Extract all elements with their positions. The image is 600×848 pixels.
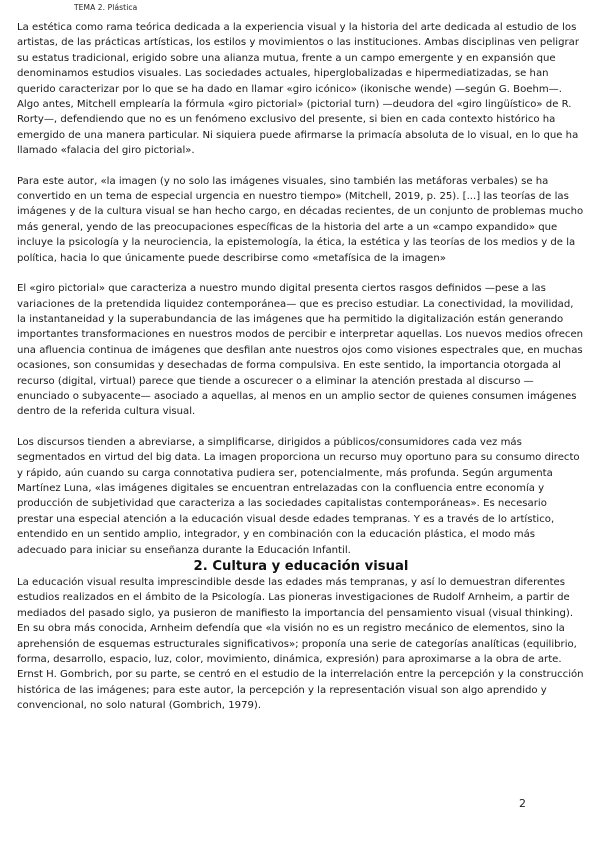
paragraph: La estética como rama teórica dedicada a la experiencia visual y la historia del arte dedicada al estudio de los artistas, de las prácticas artísticas, los estilos y movimientos o las instituciones. Ambas disciplinas ven peligrar su estatus tradicional, erigido sobre una alianza mutua, frente a un campo emergente y en expansión que denominamos estudios visuales. Las sociedades actuales, hiperglobalizadas e hipermediatizadas, se han querido caracterizar por lo que se ha dado en llamar «giro icónico» (ikonische wende) —según G. Boehm—. Algo antes, Mitchell emplearía la fórmula «giro pictorial» (pictorial turn) —deudora del «giro lingüístico» de R. Rorty—, defendiendo que no es un fenómeno exclusivo del presente, si bien en cada contexto histórico ha emergido de una manera particular. Ni siquiera puede afirmarse la primacía absoluta de lo visual, en lo que ha llamado «falacia del giro pictorial». [17, 22, 580, 157]
page-header: TEMA 2. Plástica [74, 3, 138, 12]
paragraph: El «giro pictorial» que caracteriza a nuestro mundo digital presenta ciertos rasgos definidos —pese a las variaciones de la pretendida liquidez contemporánea— que es preciso estudiar. La conectividad, la movilidad, la instantaneidad y la superabundancia de las imágenes que ha permitido la digitalización están generando importantes transformaciones en nuestros modos de percibir e interpretar aquellas. Los nuevos medios ofrecen una afluencia continua de imágenes que desfilan ante nuestros ojos como visiones espectrales que, en muchas ocasiones, son consumidas y desechadas de forma compulsiva. En este sentido, la importancia otorgada al recurso (digital, virtual) parece que tiende a oscurecer o a eliminar la atención prestada al discurso —enunciado o subyacente— asociado a aquellas, al menos en un amplio sector de quienes consumen imágenes dentro de la referida cultura visual. [17, 283, 584, 418]
paragraph: Para este autor, «la imagen (y no solo las imágenes visuales, sino también las metáforas verbales) se ha convertido en un tema de especial urgencia en nuestro tiempo» (Mitchell, 2019, p. 25). [...] las teorías de las imágenes y de la cultura visual se han hecho cargo, en décadas recientes, de un conjunto de problemas mucho más general, yendo de las preocupaciones específicas de la historia del arte a un «campo expandido» que incluye la psicología y la neurociencia, la epistemología, la ética, la estética y las teorías de los medios y de la política, hacia lo que únicamente puede describirse como «metafísica de la imagen» [17, 175, 584, 264]
paragraph: Los discursos tienden a abreviarse, a simplificarse, dirigidos a públicos/consumidores cada vez más segmentados en virtud del big data. La imagen proporciona un recurso muy oportuno para su consumo directo y rápido, aún cuando su carga connotativa pudiera ser, potencialmente, más profunda. Según argumenta Martínez Luna, «las imágenes digitales se encuentran entrelazadas con la confluencia entre economía y producción de subjetividad que caracteriza a las sociedades capitalistas contemporáneas». Es necesario prestar una especial atención a la educación visual desde edades tempranas. Y es a través de lo artístico, entendido en un sentido amplio, integrador, y en combinación con la educación plástica, el modo más adecuado para iniciar su enseñanza durante la Educación Infantil. [17, 436, 580, 556]
document-body [17, 20, 585, 714]
page-number: 2 [519, 797, 526, 810]
section-title: 2. Cultura y educación visual [193, 559, 409, 574]
paragraph: La educación visual resulta imprescindible desde las edades más tempranas, y así lo demuestran diferentes estudios realizados en el ámbito de la Psicología. Las pioneras investigaciones de Rudolf Arnheim, a partir de mediados del pasado siglo, ya pusieron de manifiesto la importancia del pensamiento visual (visual thinking). En su obra más conocida, Arnheim defendía que «la visión no es un registro mecánico de elementos, sino la aprehensión de esquemas estructurales significativos»; proponía una serie de categorías analíticas (equilibrio, forma, desarrollo, espacio, luz, color, movimiento, dinámica, expresión) para aproximarse a la obra de arte. Ernst H. Gombrich, por su parte, se centró en el estudio de la interrelación entre la percepción y la construcción histórica de las imágenes; para este autor, la percepción y la representación visual son algo aprendido y convencional, no solo natural (Gombrich, 1979). [17, 577, 584, 712]
